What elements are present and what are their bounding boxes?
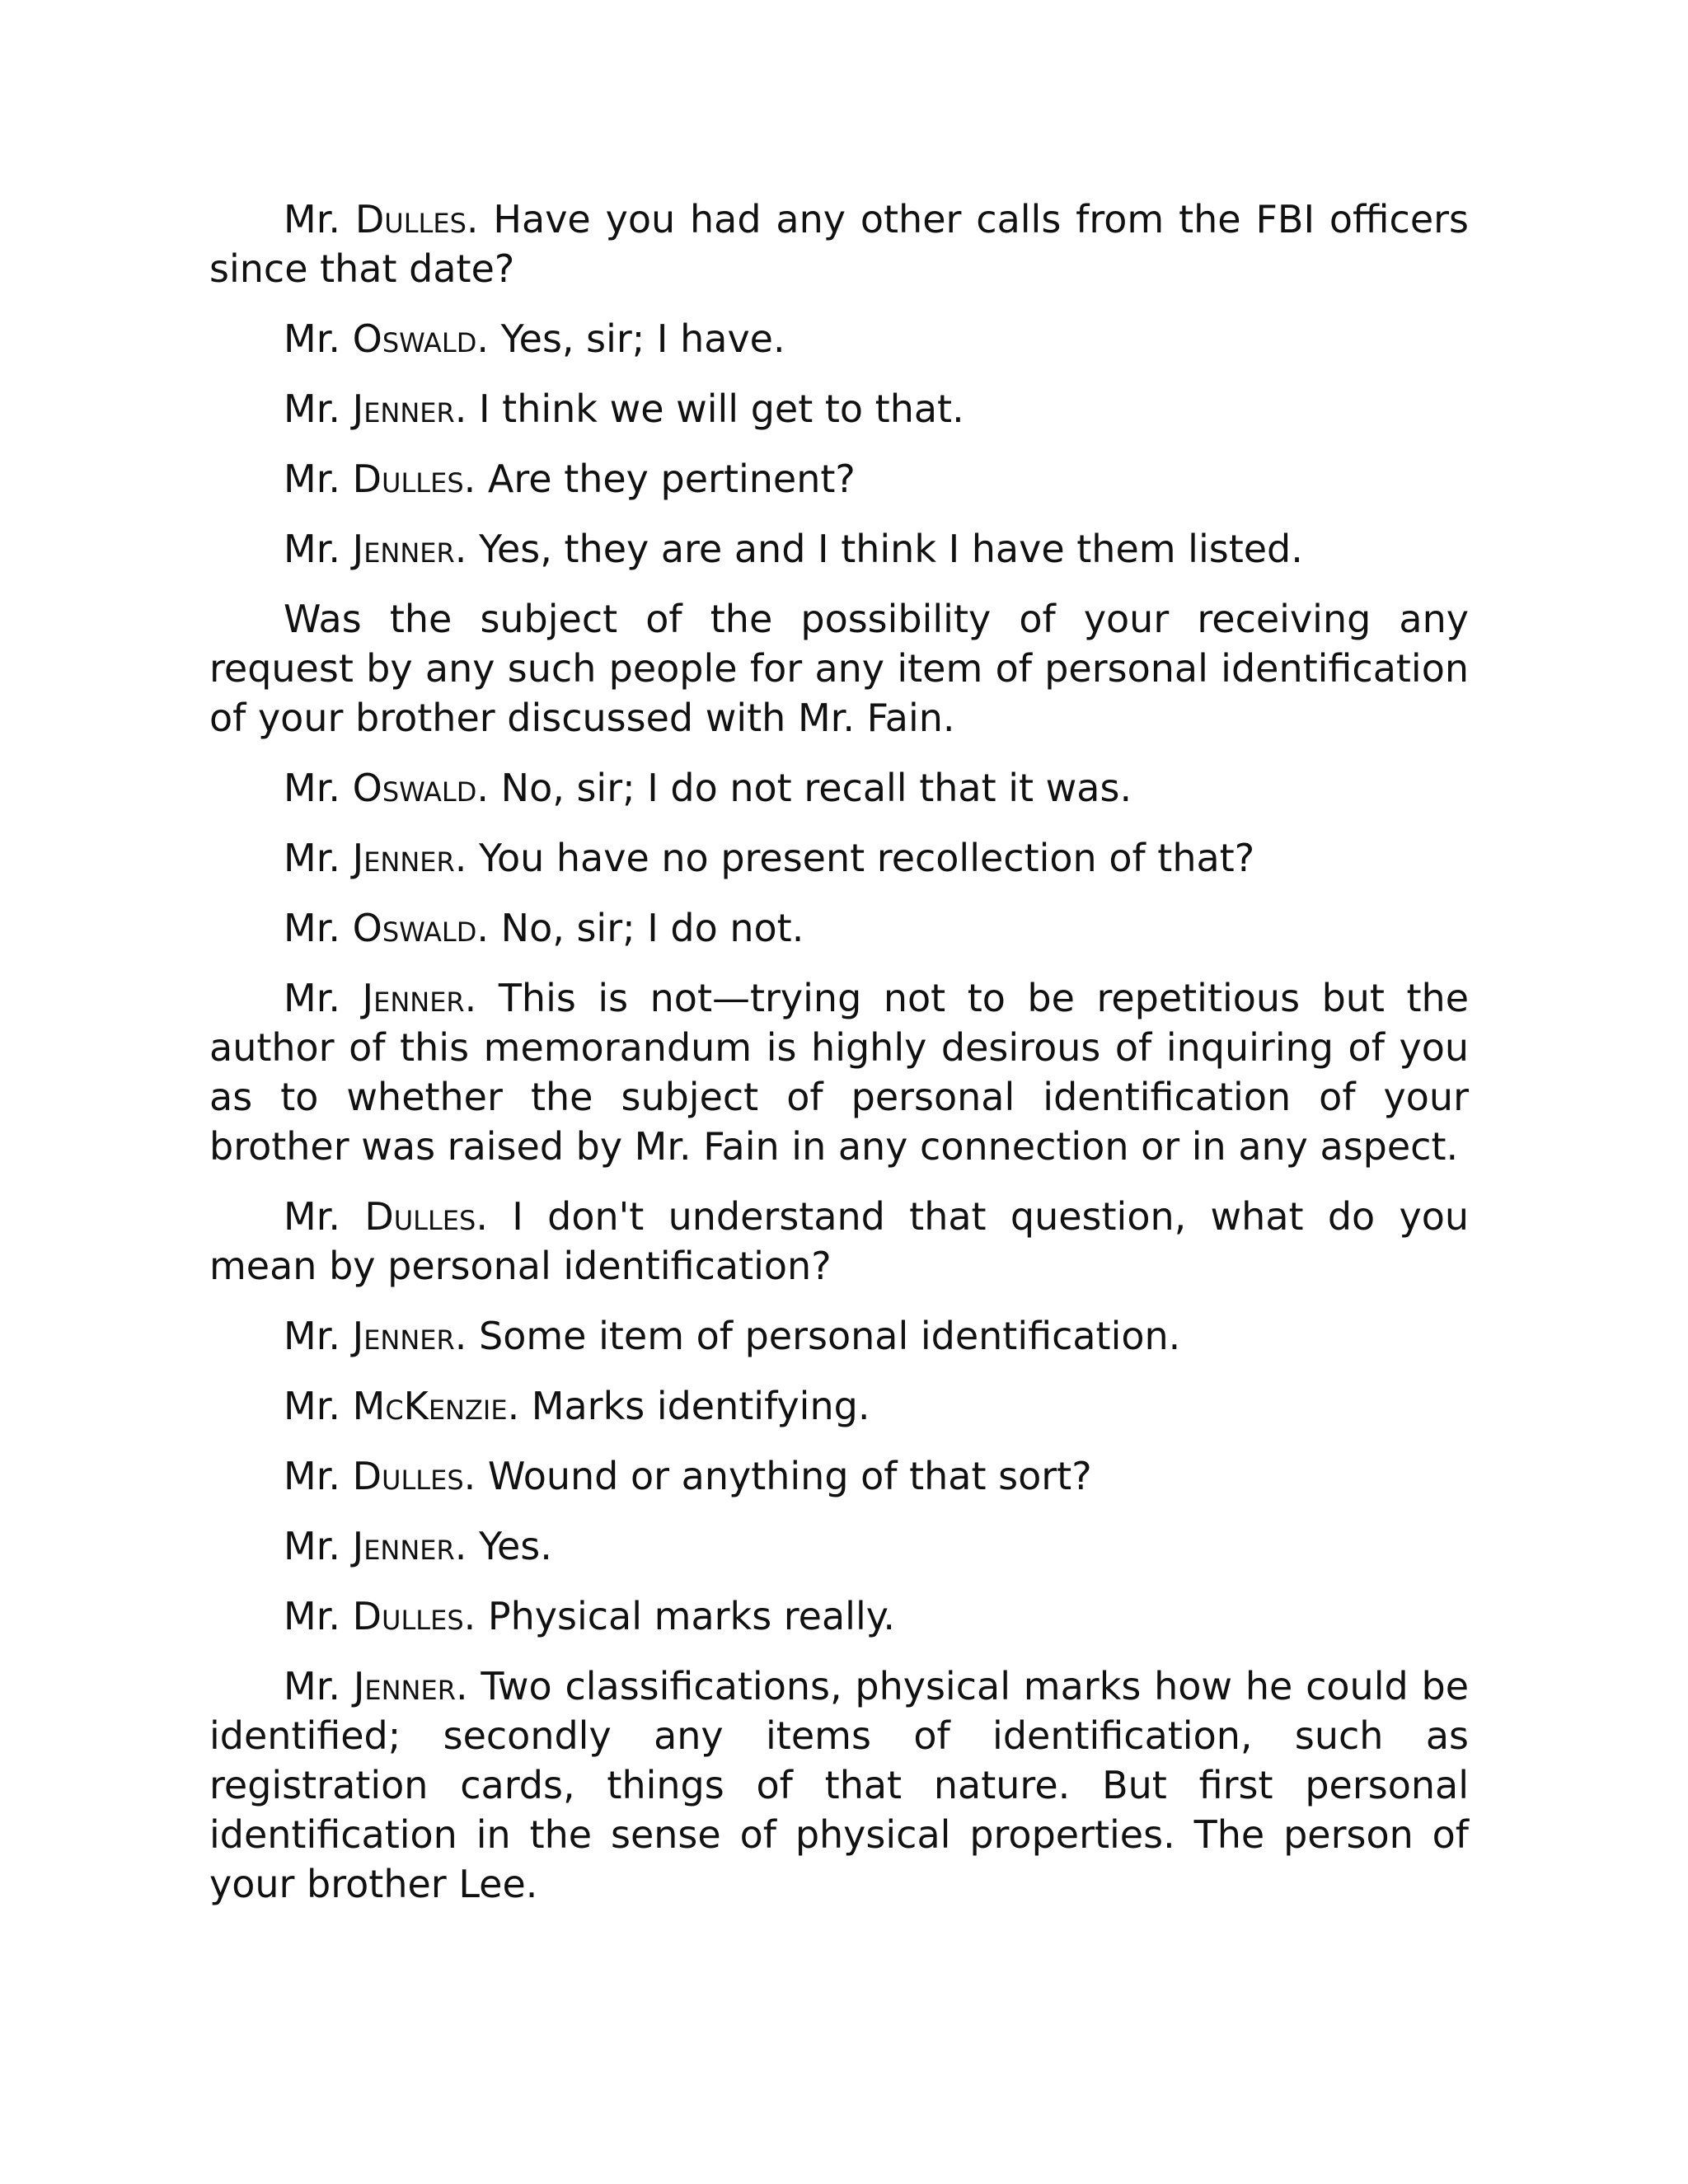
paragraph: Mr. Oswald. Yes, sir; I have. <box>284 316 785 361</box>
paragraph: Mr. Jenner. This is not—trying not to be repetitious but the author of this memorandum is highly desirous of inquiring of you as to whether the subject of personal identification of your brother was raised by Mr. Fain in any connection or in any aspect. <box>209 976 1469 1169</box>
testimony-page <box>209 194 1469 1929</box>
paragraph-text: No, sir; I do not. <box>489 906 804 950</box>
speaker-name: Jenner <box>352 836 455 880</box>
honorific: Mr. <box>284 1524 340 1568</box>
honorific: Mr. <box>284 1454 340 1498</box>
honorific: Mr. <box>284 1594 340 1638</box>
honorific: Mr. <box>284 1384 340 1428</box>
paragraph-text: Was the subject of the possibility of your receiving any request by any such people for any item of personal identification of your brother discussed with Mr. Fain. <box>209 597 1469 740</box>
paragraph-text: Yes, sir; I have. <box>489 316 785 361</box>
honorific: Mr. <box>284 527 340 571</box>
speaker-name: Oswald <box>352 316 477 361</box>
paragraph-text: Marks identifying. <box>519 1384 870 1428</box>
speaker-name: Jenner <box>352 527 455 571</box>
speaker-name: Oswald <box>352 766 477 810</box>
speaker-name: Jenner <box>352 387 455 431</box>
paragraph-text: Yes, they are and I think I have them listed. <box>467 527 1303 571</box>
honorific: Mr. <box>284 766 340 810</box>
paragraph: Mr. Jenner. Some item of personal identification. <box>284 1314 1181 1358</box>
paragraph: Mr. Dulles. Wound or anything of that sort? <box>284 1454 1092 1498</box>
paragraph-text: No, sir; I do not recall that it was. <box>489 766 1132 810</box>
paragraph: Mr. Jenner. Yes. <box>284 1524 552 1568</box>
honorific: Mr. <box>284 1664 340 1708</box>
paragraph-text: I don't understand that question, what do you mean by personal identification? <box>209 1194 1470 1288</box>
paragraph: Mr. Dulles. I don't understand that question, what do you mean by personal identification? <box>209 1194 1470 1288</box>
speaker-name: Dulles <box>354 197 467 241</box>
speaker-name: Dulles <box>352 1594 464 1638</box>
paragraph: Mr. Oswald. No, sir; I do not. <box>284 906 804 950</box>
paragraph: Mr. Jenner. Yes, they are and I think I have them listed. <box>284 527 1303 571</box>
paragraph <box>209 594 1469 743</box>
paragraph-text: I think we will get to that. <box>467 387 964 431</box>
paragraph: Mr. Jenner. Two classifications, physical marks how he could be identified; secondly any items of identification, such as registration cards, things of that nature. But first personal identification in the sense of physical properties. The person of your brother Lee. <box>209 1664 1470 1906</box>
honorific: Mr. <box>284 1314 340 1358</box>
paragraph: Mr. Dulles. Have you had any other calls from the FBI officers since that date? <box>209 197 1470 291</box>
paragraph-text: You have no present recollection of that? <box>467 836 1255 880</box>
paragraph-text: Yes. <box>467 1524 552 1568</box>
paragraph-text: This is not—trying not to be repetitious but the author of this memorandum is highly desirous of inquiring of you as to whether the subject of personal identification of your brother was raised by Mr. Fain in any connection or in any aspect. <box>209 976 1469 1169</box>
paragraph: Mr. Dulles. Physical marks really. <box>284 1594 896 1638</box>
speaker-name: Dulles <box>352 1454 464 1498</box>
speaker-name: Jenner <box>352 1524 455 1568</box>
paragraph: Mr. Oswald. No, sir; I do not recall that it was. <box>284 766 1132 810</box>
paragraph: Mr. Dulles. Are they pertinent? <box>284 457 856 501</box>
honorific: Mr. <box>284 457 340 501</box>
speaker-name: Jenner <box>352 1314 455 1358</box>
speaker-name: Dulles <box>364 1194 476 1239</box>
speaker-name: Oswald <box>352 906 477 950</box>
honorific: Mr. <box>284 976 340 1020</box>
paragraph-text: Some item of personal identification. <box>467 1314 1181 1358</box>
paragraph-text: Are they pertinent? <box>476 457 856 501</box>
honorific: Mr. <box>284 387 340 431</box>
speaker-name: Dulles <box>352 457 464 501</box>
paragraph-text: Two classifications, physical marks how he could be identified; secondly any items of identification, such as registration cards, things of that nature. But first personal identification in the sense of physical properties. The person of your brother Lee. <box>209 1664 1470 1906</box>
honorific: Mr. <box>284 836 340 880</box>
honorific: Mr. <box>284 197 340 241</box>
paragraph-text: Physical marks really. <box>476 1594 896 1638</box>
honorific: Mr. <box>284 1194 340 1239</box>
speaker-name: Jenner <box>362 976 465 1020</box>
paragraph: Mr. Jenner. You have no present recollection of that? <box>284 836 1255 880</box>
paragraph: Mr. Jenner. I think we will get to that. <box>284 387 964 431</box>
paragraph: Mr. McKenzie. Marks identifying. <box>284 1384 870 1428</box>
paragraph-text: Have you had any other calls from the FBI officers since that date? <box>209 197 1470 291</box>
speaker-name: McKenzie <box>352 1384 508 1428</box>
paragraph-text: Wound or anything of that sort? <box>476 1454 1092 1498</box>
speaker-name: Jenner <box>353 1664 456 1708</box>
honorific: Mr. <box>284 906 340 950</box>
honorific: Mr. <box>284 316 340 361</box>
